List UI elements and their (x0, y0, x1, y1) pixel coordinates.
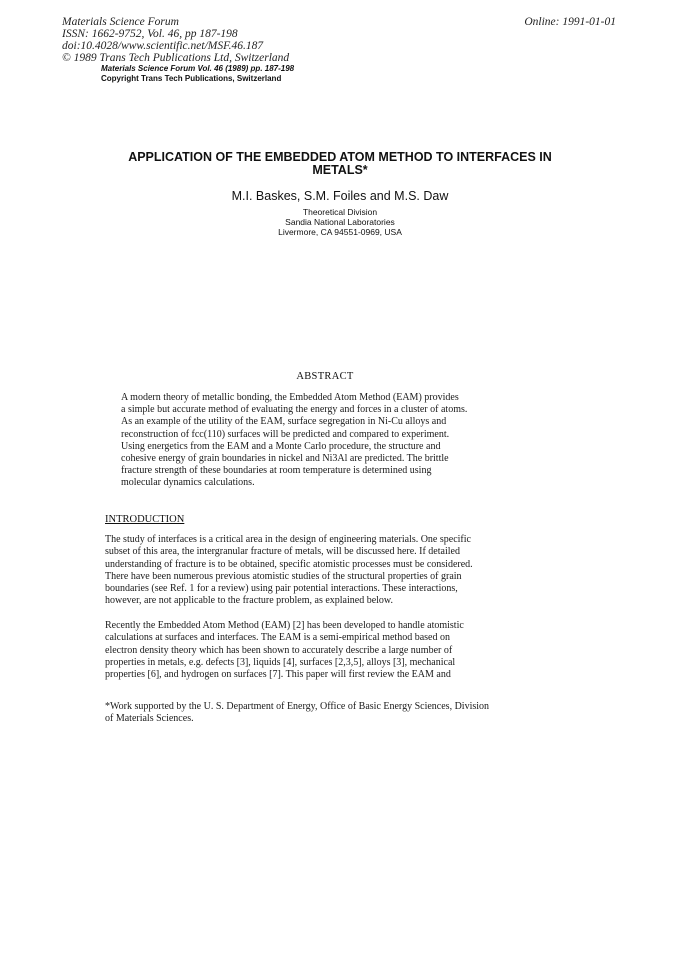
issn-line: ISSN: 1662-9752, Vol. 46, pp 187-198 (62, 28, 238, 40)
paragraph-line: boundaries (see Ref. 1 for a review) using pair potential interactions. These interactions, (105, 583, 458, 595)
paragraph-line: however, are not applicable to the fracture problem, as explained below. (105, 595, 393, 607)
abstract-heading: ABSTRACT (296, 371, 354, 382)
paragraph-line: Recently the Embedded Atom Method (EAM) [2] has been developed to handle atomistic (105, 620, 464, 631)
paragraph-line: There have been numerous previous atomistic studies of the structural properties of grain (105, 570, 462, 582)
abstract-line: reconstruction of fcc(110) surfaces will be predicted and compared to experiment. (121, 428, 450, 440)
paragraph-line: properties [6], and hydrogen on surfaces [7]. This paper will first review the EAM and (105, 669, 451, 681)
paragraph-line: properties in metals, e.g. defects [3], liquids [4], surfaces [2,3,5], alloys [3], mechanical (105, 656, 456, 668)
abstract-line: A modern theory of metallic bonding, the Embedded Atom Method (EAM) provides (121, 392, 459, 403)
paragraph-line: The study of interfaces is a critical area in the design of engineering materials. One specific (105, 534, 471, 545)
footnote (105, 701, 555, 726)
journal-name: Materials Science Forum (62, 16, 179, 28)
stamp-copyright: Copyright Trans Tech Publications, Switzerland (101, 74, 282, 83)
copyright-line: © 1989 Trans Tech Publications Ltd, Switzerland (62, 52, 290, 64)
affiliation-lab: Sandia National Laboratories (285, 217, 395, 227)
affiliation (80, 207, 600, 237)
doi-line: doi:10.4028/www.scientific.net/MSF.46.187 (62, 40, 264, 52)
affiliation-address: Livermore, CA 94551-0969, USA (278, 227, 402, 237)
abstract-line: As an example of the utility of the EAM, surface segregation in Ni-Cu alloys and (121, 416, 447, 428)
abstract-line: cohesive energy of grain boundaries in nickel and Ni3Al are predicted. The brittle (121, 453, 449, 465)
title-line-1: APPLICATION OF THE EMBEDDED ATOM METHOD TO INTERFACES IN (128, 150, 552, 164)
abstract-line: Using energetics from the EAM and a Monte Carlo procedure, the structure and (121, 440, 441, 452)
original-stamp (101, 64, 294, 84)
abstract-line: a simple but accurate method of evaluating the energy and forces in a cluster of atoms. (121, 404, 468, 416)
paragraph-line: calculations at surfaces and interfaces. The EAM is a semi-empirical method based on (105, 632, 450, 644)
introduction-heading: INTRODUCTION (105, 514, 185, 525)
online-date: Online: 1991-01-01 (524, 16, 616, 28)
paper-title (80, 151, 600, 177)
footnote-line: *Work supported by the U. S. Department of Energy, Office of Basic Energy Sciences, Division (105, 701, 490, 712)
abstract-body (121, 392, 541, 490)
title-line-2: METALS* (312, 163, 368, 177)
introduction-paragraph-1 (105, 534, 555, 608)
footnote-line: of Materials Sciences. (105, 713, 194, 725)
abstract-line: molecular dynamics calculations. (121, 477, 255, 489)
stamp-journal: Materials Science Forum Vol. 46 (1989) pp. 187-198 (101, 64, 295, 73)
affiliation-division: Theoretical Division (302, 207, 378, 217)
paragraph-line: subset of this area, the intergranular fracture of metals, will be discussed here. If detailed (105, 546, 460, 558)
paragraph-line: understanding of fracture is to be obtained, specific atomistic processes must be considered. (105, 558, 473, 570)
publication-meta (62, 16, 289, 64)
author-list: M.I. Baskes, S.M. Foiles and M.S. Daw (231, 189, 449, 203)
introduction-paragraph-2 (105, 620, 555, 681)
abstract-line: fracture strength of these boundaries at room temperature is determined using (121, 465, 432, 477)
paragraph-line: electron density theory which has been shown to accurately describe a large number of (105, 644, 453, 656)
